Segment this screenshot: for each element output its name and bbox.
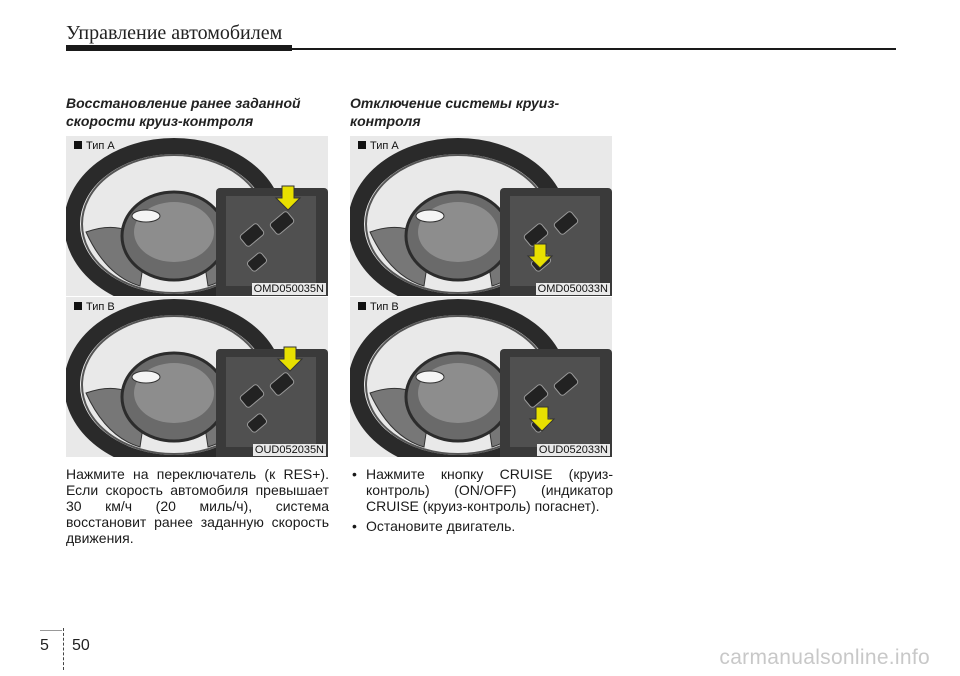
- section-title-line: Отключение системы круиз-: [350, 95, 560, 111]
- watermark: carmanualsonline.info: [719, 646, 930, 669]
- footer-divider: [63, 628, 64, 670]
- steering-wheel-illustration: [66, 136, 328, 296]
- steering-wheel-illustration: [66, 297, 328, 457]
- figure-label: Тип A: [74, 140, 115, 152]
- section-title-line: контроля: [350, 113, 421, 129]
- section-title-resume: [66, 94, 336, 130]
- figure-label: Тип A: [358, 140, 399, 152]
- steering-wheel-illustration: [350, 136, 612, 296]
- section-title-line: Восстановление ранее заданной: [66, 95, 301, 111]
- section-title-line: скорости круиз-контроля: [66, 113, 254, 129]
- chapter-title: Управление автомобилем: [66, 22, 283, 44]
- figure-code: OUD052035N: [254, 444, 324, 456]
- footer-rule: [40, 630, 62, 631]
- page-number: 50: [72, 637, 90, 654]
- figure-code: OUD052033N: [538, 444, 608, 456]
- figure-type-a-cancel: [350, 136, 612, 296]
- header-rule-thick: [66, 45, 292, 51]
- figure-code: OMD050035N: [253, 283, 324, 295]
- figure-type-a-resume: [66, 136, 328, 296]
- list-item: • Остановите двигатель.: [352, 518, 516, 534]
- list-item: • Нажмите кнопку CRUISE (круиз-контроль) (ON/OFF) (индикатор CRUISE (круиз-контроль) погаснет).: [352, 466, 613, 514]
- steering-wheel-illustration: [350, 297, 612, 457]
- figure-type-b-cancel: [350, 297, 612, 457]
- figure-label: Тип B: [74, 301, 115, 313]
- bullet-icon: •: [352, 518, 357, 534]
- cancel-instructions: [350, 466, 613, 538]
- figure-label: Тип B: [358, 301, 399, 313]
- section-number: 5: [40, 637, 49, 654]
- bullet-icon: •: [352, 466, 357, 482]
- section-title-cancel: [350, 94, 620, 130]
- figure-type-b-resume: [66, 297, 328, 457]
- figure-code: OMD050033N: [537, 283, 608, 295]
- resume-instructions: Нажмите на переключатель (к RES+). Если скорость автомобиля превышает 30 км/ч (20 миль/ч), система восстановит ранее заданную скорость движения.: [66, 466, 329, 546]
- header-rule-thin: [292, 48, 896, 50]
